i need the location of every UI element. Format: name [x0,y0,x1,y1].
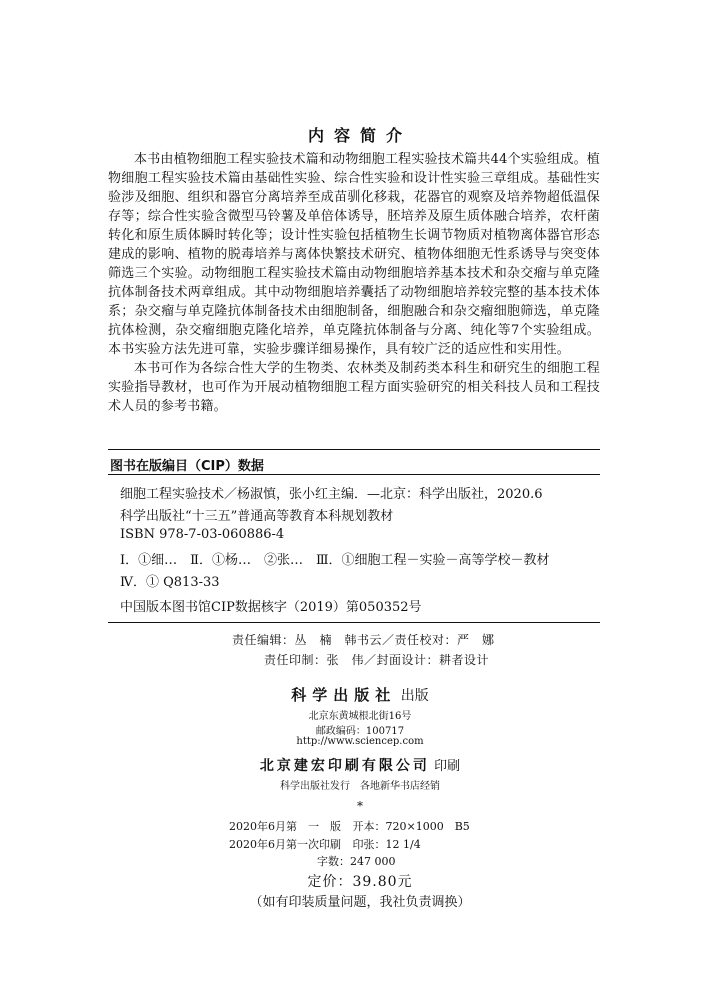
publisher-logo: 科学出版社 [291,686,397,704]
cip-record-number: 中国版本图书馆CIP数据核字（2019）第050352号 [120,600,422,615]
production-credits: 责任印制：张 伟／封面设计：耕者设计 [264,653,490,667]
editor-credits: 责任编辑：丛 楠 韩书云／责任校对：严 娜 [232,633,495,647]
cip-series-line: 科学出版社“十三五”普通高等教育本科规划教材 [120,509,394,524]
cip-classification: Ⅳ．① Q813-33 [120,575,220,590]
publisher-postcode: 邮政编码：100717 [315,726,405,737]
publisher-website: http://www.sciencep.com [296,736,424,747]
summary-paragraph-2: 本书可作为各综合性大学的生物类、农林类及制药类本科生和研究生的细胞工程实验指导教材，也可作为开展动植物细胞工程方面实验研究的相关科技人员和工程技术人员的参考书籍。 [108,361,600,414]
publisher-line [0,684,720,705]
quality-notice: （如有印装质量问题，我社负责调换） [249,895,471,910]
edition-row [229,818,470,834]
printer-suffix: 印刷 [434,759,461,774]
cip-bottom-rule [108,622,600,623]
sheets-info: 印张：12 1/4 [352,838,421,851]
edition-info: 2020年6月第 一 版 [229,820,341,833]
cip-heading: 图书在版编目（CIP）数据 [110,459,264,474]
format-info: 开本：720×1000 B5 [352,820,470,833]
summary-paragraph-1: 本书由植物细胞工程实验技术篇和动物细胞工程实验技术篇共44个实验组成。植物细胞工程实验技术篇由基础性实验、综合性实验和设计性实验三章组成。基础性实验涉及细胞、组织和器官分离培养至成苗驯化移栽，花器官的观察及培养物超低温保存等；综合性实验含微型马铃薯及单倍体诱导，胚培养及原生质体融合培养，农杆菌转化和原生质体瞬时转化等；设计性实验包括植物生长调节物质对植物离体器官形态建成的影响、植物的脱毒培养与离体快繁技术研究、植物体细胞无性系诱导与突变体筛选三个实验。动物细胞工程实验技术篇由动物细胞培养基本技术和杂交瘤与单克隆抗体制备技术两章组成。其中动物细胞培养囊括了动物细胞培养较完整的基本技术体系；杂交瘤与单克隆抗体制备技术由细胞制备，细胞融合和杂交瘤细胞筛选，单克隆抗体检测，杂交瘤细胞克隆化培养，单克隆抗体制备与分离、纯化等7个实验组成。本书实验方法先进可靠，实验步骤详细易操作，具有较广泛的适应性和实用性。 [108,152,600,357]
publisher-address: 北京东黄城根北街16号 [308,711,412,722]
cip-subject-line: Ⅰ．①细… Ⅱ．①杨… ②张… Ⅲ．①细胞工程－实验－高等学校－教材 [120,553,550,568]
printing-row [229,836,421,852]
cip-bibliographic-line: 细胞工程实验技术／杨淑慎，张小红主编．—北京：科学出版社，2020.6 [120,487,543,502]
publisher-suffix: 出版 [400,688,429,704]
cip-isbn: ISBN 978-7-03-060886-4 [120,527,285,542]
summary-title: 内容简介 [307,126,412,145]
word-count: 字数：247 000 [317,855,396,868]
printer-line [0,755,720,775]
cip-divider [108,474,600,475]
separator-asterisk: * [357,799,363,813]
printer-logo: 北京建宏印刷有限公司 [259,758,430,774]
cip-top-rule [108,449,600,450]
price: 定价：39.80元 [307,874,413,890]
printing-info: 2020年6月第一次印刷 [229,838,341,851]
distribution-line: 科学出版社发行 各地新华书店经销 [280,781,440,792]
